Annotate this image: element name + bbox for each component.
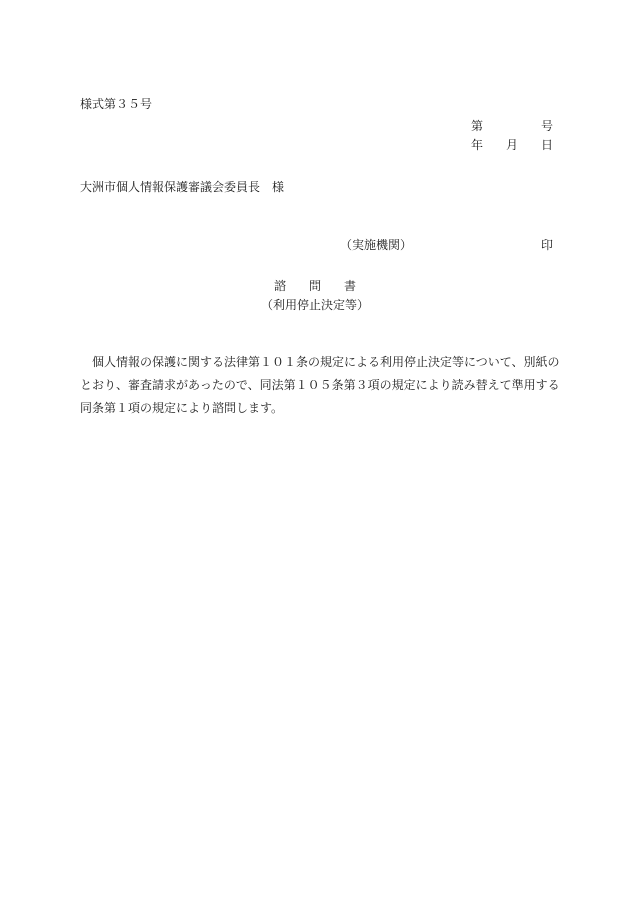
body-line-3: 同条第１項の規定により諮問します。 [80,401,284,415]
body-line-1: 個人情報の保護に関する法律第１０１条の規定による利用停止決定等について、別紙の [80,355,560,369]
title-char-3: 書 [344,279,357,293]
title-char-1: 諮 [274,279,287,293]
date-day: 日 [541,138,554,152]
title-subtitle: （利用停止決定等） [260,298,369,312]
form-number: 様式第３５号 [80,97,153,111]
doc-number-suffix: 号 [541,119,554,133]
addressee: 大洲市個人情報保護審議会委員長 様 [80,180,285,194]
sender-label: （実施機関） [340,238,413,252]
body-line-2: とおり、審査請求があったので、同法第１０５条第３項の規定により読み替えて準用する [80,378,560,392]
body-text [80,351,560,420]
seal-mark: 印 [541,238,554,252]
date-month: 月 [506,138,519,152]
title-char-2: 問 [309,279,322,293]
doc-number-prefix: 第 [471,119,484,133]
date-year: 年 [471,138,484,152]
